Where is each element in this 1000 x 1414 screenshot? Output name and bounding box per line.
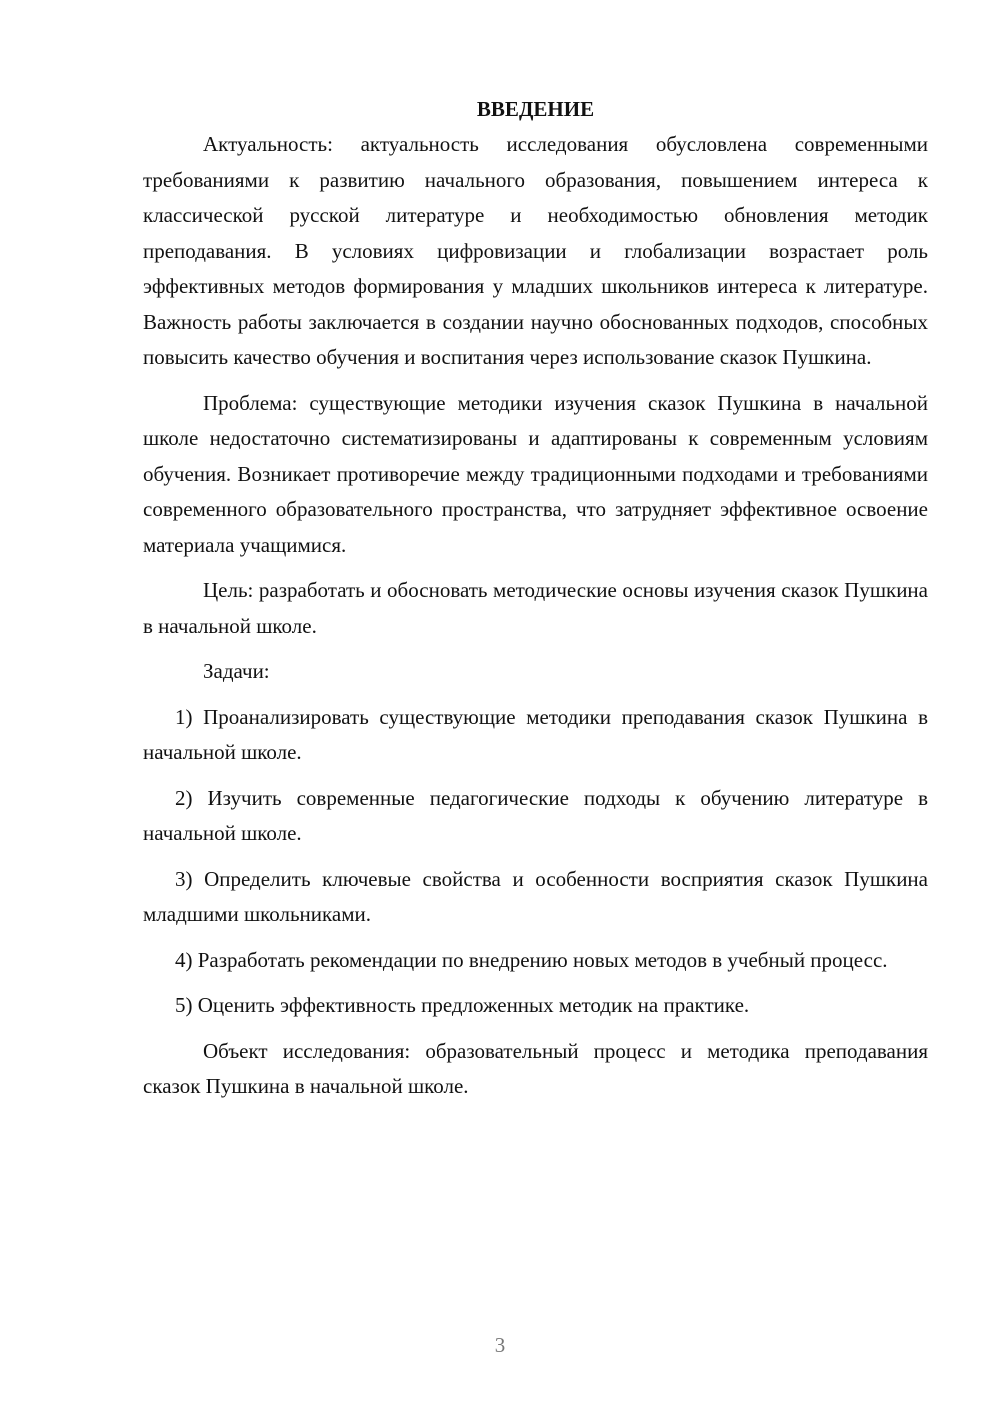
object-paragraph: Объект исследования: образовательный процесс и методика преподавания сказок Пушкина в начальной школе. [143,1038,928,1098]
goal-paragraph: Цель: разработать и обосновать методические основы изучения сказок Пушкина в начальной школе. [143,578,928,638]
page-number: 3 [494,1333,506,1357]
task-item-5: 5) Оценить эффективность предложенных методик на практике. [175,993,750,1017]
tasks-label: Задачи: [203,659,270,683]
task-item-4: 4) Разработать рекомендации по внедрению новых методов в учебный процесс. [175,947,888,972]
page-content [143,92,928,1115]
task-item-3: 3) Определить ключевые свойства и особенности восприятия сказок Пушкина младшими школьниками. [143,866,928,926]
problem-paragraph: Проблема: существующие методики изучения сказок Пушкина в начальной школе недостаточно систематизированы и адаптированы к современным условиям обучения. Возникает противоречие между традиционными подходами и требованиями современного образовательного пространства, что затрудняет эффективное освоение материала учащимися. [143,390,928,557]
task-item-1: 1) Проанализировать существующие методики преподавания сказок Пушкина в начальной школе. [143,704,928,764]
section-heading: ВВЕДЕНИЕ [476,97,595,121]
relevance-paragraph: Актуальность: актуальность исследования обусловлена современными требованиями к развитию начального образования, повышением интереса к классической русской литературе и необходимостью обновления методик преподавания. В условиях цифровизации и глобализации возрастает роль эффективных методов формирования у младших школьников интереса к литературе. Важность работы заключается в создании научно обоснованных подходов, способных повысить качество обучения и воспитания через использование сказок Пушкина. [143,132,928,369]
task-item-2: 2) Изучить современные педагогические подходы к обучению литературе в начальной школе. [143,785,928,845]
